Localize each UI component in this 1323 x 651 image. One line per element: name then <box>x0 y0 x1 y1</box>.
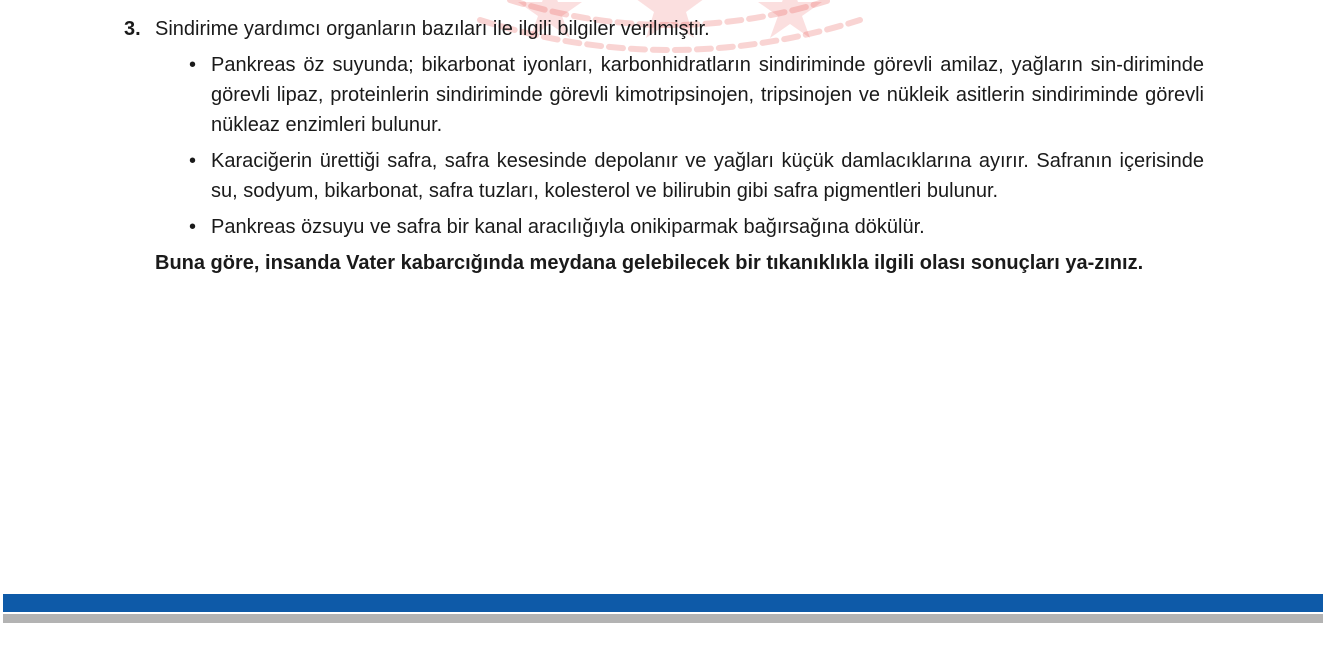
info-bullet-pancreas: • Pankreas öz suyunda; bikarbonat iyonları, karbonhidratların sindiriminde görevli amilaz, yağların sin-diriminde görevli lipaz, proteinlerin sindiriminde görevli kimotripsinojen, tripsinojen ve nükleik asitlerin sindiriminde görevli nükleaz enzimleri bulunur. <box>186 50 1204 140</box>
question-intro <box>124 16 1204 42</box>
question-intro-text: Sindirime yardımcı organların bazıları ile ilgili bilgiler verilmiştir. <box>155 18 710 40</box>
info-bullet-list <box>124 50 1204 242</box>
info-bullet-bile: • Karaciğerin ürettiği safra, safra kesesinde depolanır ve yağları küçük damlacıklarına ayırır. Safranın içerisinde su, sodyum, bikarbonat, safra tuzları, kolesterol ve bilirubin gibi safra pigmentleri bulunur. <box>186 146 1204 206</box>
footer-gray-bar <box>3 614 1323 623</box>
question-number: 3. <box>124 18 141 40</box>
question-prompt: Buna göre, insanda Vater kabarcığında meydana gelebilecek bir tıkanıklıkla ilgili olası sonuçları ya-zınız. <box>155 252 1144 274</box>
info-bullet-duct: • Pankreas özsuyu ve safra bir kanal aracılığıyla onikiparmak bağırsağına dökülür. <box>186 212 1204 242</box>
footer-blue-bar <box>3 594 1323 612</box>
question-block <box>124 16 1204 278</box>
